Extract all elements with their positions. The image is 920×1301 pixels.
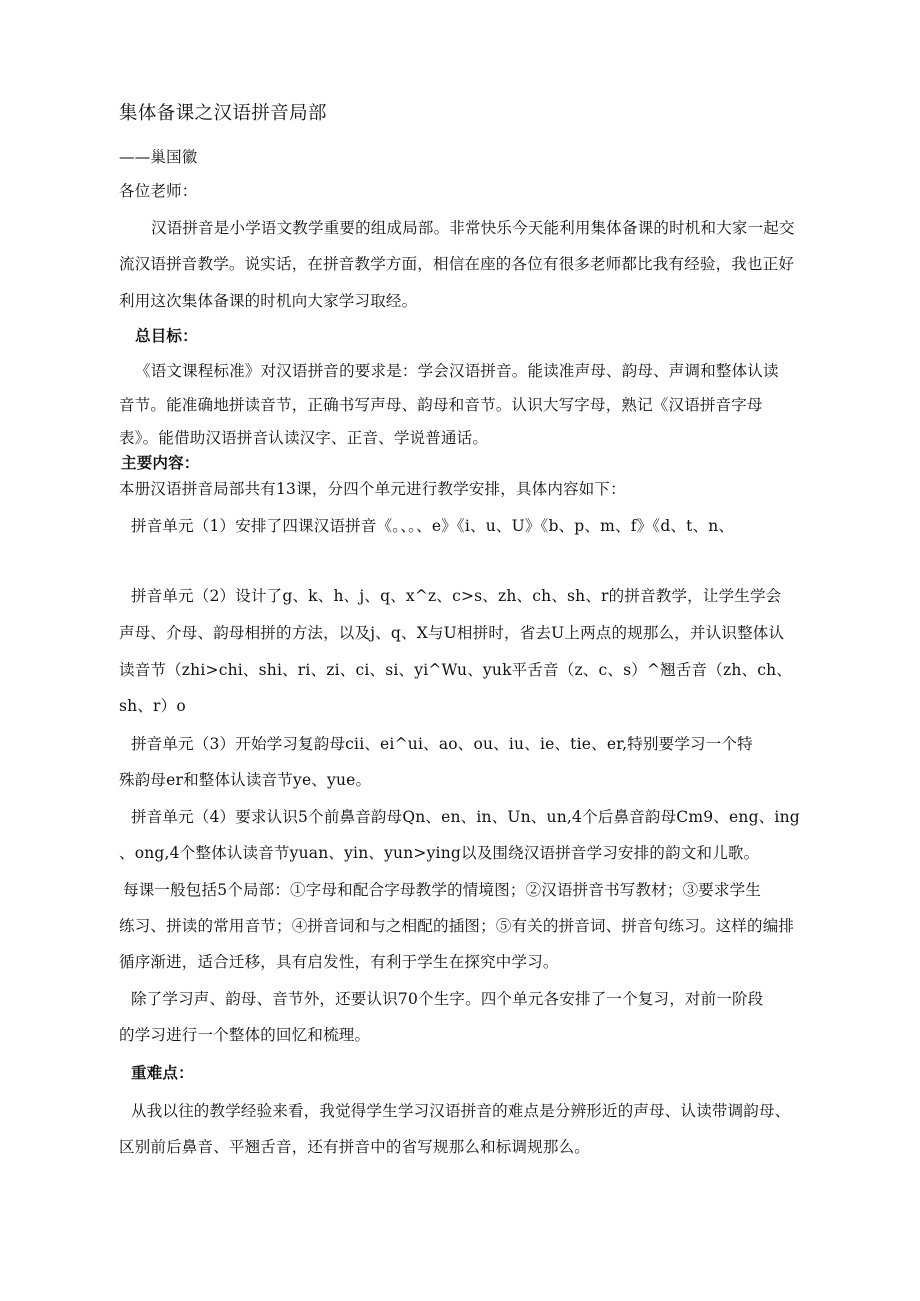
lesson-parts-line-3: 循序渐进，适合迁移，具有启发性，有利于学生在探究中学习。 [119,953,559,971]
goal-line-3: 表》。能借助汉语拼音认读汉字、正音、学说普通话。 [119,429,489,447]
intro-line-1: 汉语拼音是小学语文教学重要的组成局部。非常快乐今天能利用集体备课的时机和大家一起交 [151,219,795,237]
goal-heading: 总目标： [135,326,198,345]
greeting: 各位老师： [119,182,198,200]
review-line-2: 的学习进行一个整体的回忆和梳理。 [119,1026,371,1044]
lesson-parts-line-2: 练习、拼读的常用音节；④拼音词和与之相配的插图；⑤有关的拼音词、拼音句练习。这样的编排 [119,917,795,935]
review-line-1: 除了学习声、韵母、音节外，还要认识70个生字。四个单元各安排了一个复习，对前一阶段 [131,990,764,1008]
unit2-line-1: 拼音单元（2）设计了g、k、h、j、q、x^z、c>s、zh、ch、sh、r的拼音教学，让学生学会 [131,587,782,605]
unit3-line-1: 拼音单元（3）开始学习复韵母cii、ei^ui、ao、ou、iu、ie、tie、er,特别要学习一个特 [131,735,753,753]
difficulty-line-2: 区别前后鼻音、平翘舌音，还有拼音中的省写规那么和标调规那么。 [119,1138,591,1156]
goal-line-1: 《语文课程标准》对汉语拼音的要求是：学会汉语拼音。能读准声母、韵母、声调和整体认读 [135,362,779,380]
page-title: 集体备课之汉语拼音局部 [119,103,327,124]
unit4-line-2: 、ong,4个整体认读音节yuan、yin、yun>ying以及围绕汉语拼音学习安排的韵文和儿歌。 [119,844,760,862]
intro-line-3: 利用这次集体备课的时机向大家学习取经。 [119,292,418,310]
goal-line-2: 音节。能准确地拼读音节，正确书写声母、韵母和音节。认识大写字母，熟记《汉语拼音字母 [119,396,763,414]
unit2-line-4: sh、r）o [119,697,186,715]
intro-line-2: 流汉语拼音教学。说实话，在拼音教学方面，相信在座的各位有很多老师都比我有经验，我也正好 [119,255,795,273]
difficulty-heading: 重难点： [131,1063,194,1082]
author-line: ——巢国徽 [119,148,198,166]
content-heading: 主要内容： [121,453,200,472]
content-intro: 本册汉语拼音局部共有13课，分四个单元进行教学安排，具体内容如下： [119,480,626,498]
unit3-line-2: 殊韵母er和整体认读音节ye、yue。 [119,771,372,789]
unit4-line-1: 拼音单元（4）要求认识5个前鼻音韵母Qn、en、in、Un、un,4个后鼻音韵母Cm9、eng、ing [131,808,800,826]
unit2-line-3: 读音节（zhi>chi、shi、ri、zi、ci、si、yi^Wu、yuk平舌音（z、c、s）^翘舌音（zh、ch、 [119,661,792,679]
unit1-line: 拼音单元（1）安排了四课汉语拼音《。、。、e》《i、u、U》《b、p、m、f》《d、t、n、 [131,517,735,535]
difficulty-line-1: 从我以往的教学经验来看，我觉得学生学习汉语拼音的难点是分辨形近的声母、认读带调韵母、 [131,1102,791,1120]
lesson-parts-line-1: 每课一般包括5个局部：①字母和配合字母教学的情境图；②汉语拼音书写教材；③要求学生 [123,881,762,899]
unit2-line-2: 声母、介母、韵母相拼的方法，以及j、q、X与U相拼时，省去U上两点的规那么，并认识整体认 [119,624,785,642]
